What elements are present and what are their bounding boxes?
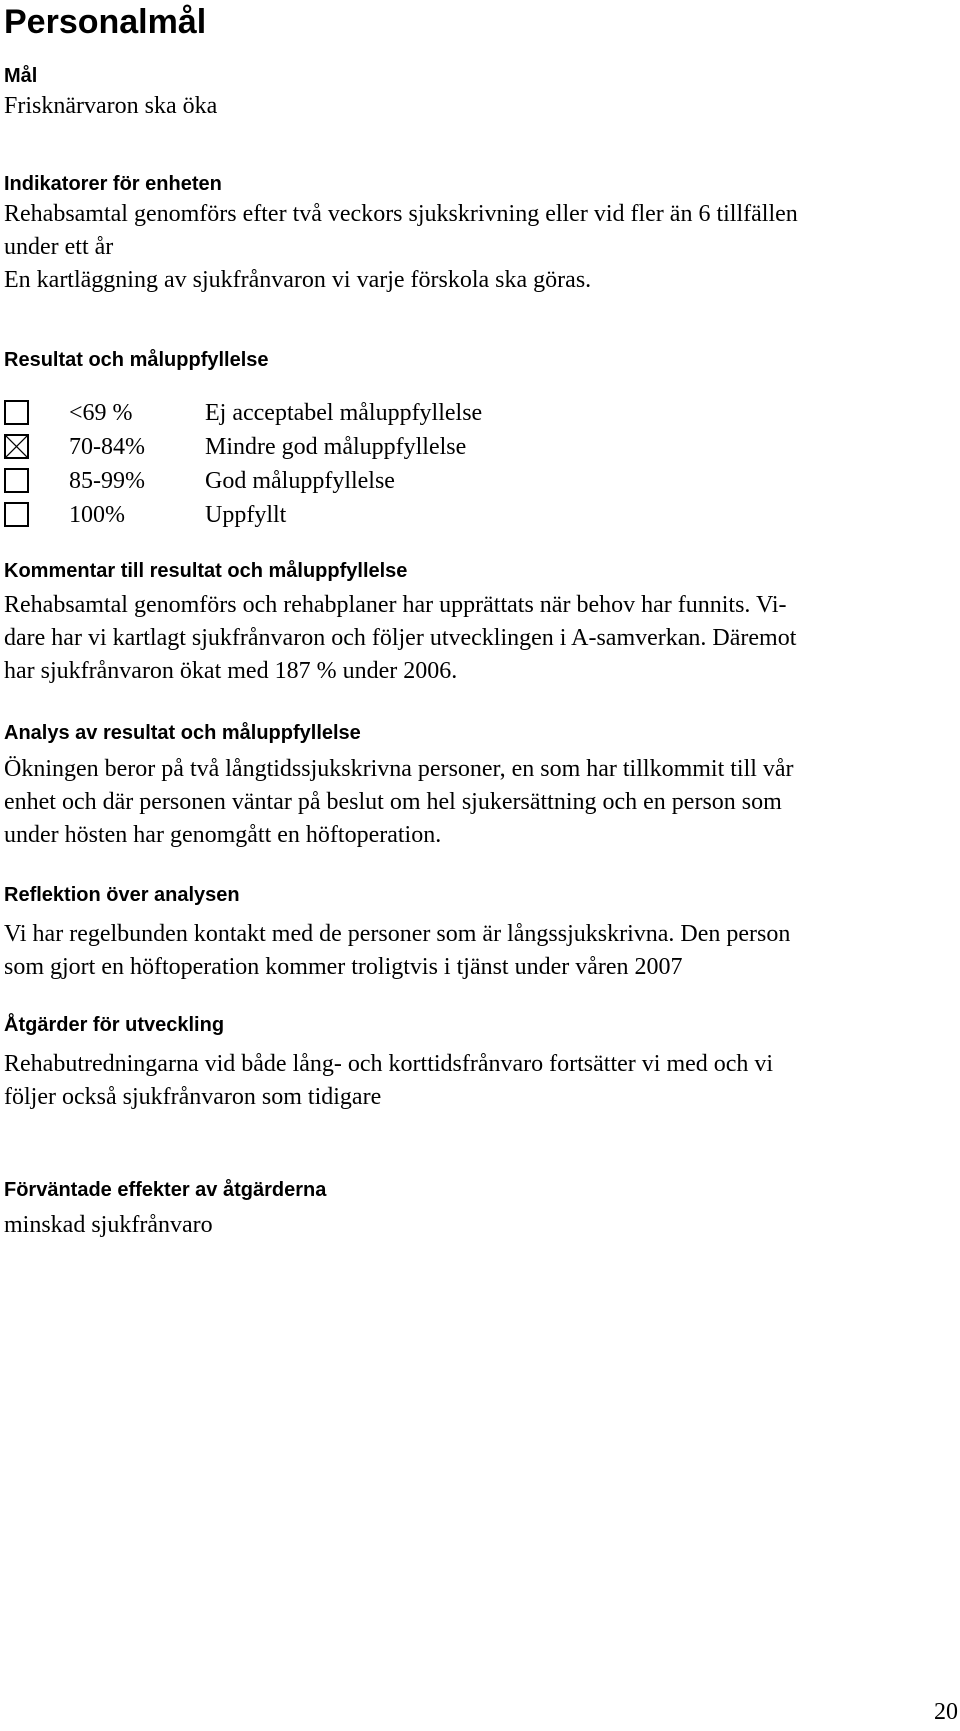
page-number: 20 [934, 1699, 958, 1725]
expected-heading: Förväntade effekter av åtgärderna [4, 1179, 327, 1201]
result-label: God måluppfyllelse [205, 468, 395, 494]
reflection-text [4, 918, 790, 984]
analysis-text [4, 753, 794, 852]
analysis-heading: Analys av resultat och måluppfyllelse [4, 722, 361, 744]
comment-heading: Kommentar till resultat och måluppfyllelse [4, 560, 408, 582]
comment-line: dare har vi kartlagt sjukfrånvaron och följer utvecklingen i A-samverkan. Däremot [4, 625, 797, 651]
actions-heading: Åtgärder för utveckling [4, 1014, 225, 1036]
reflection-line: Vi har regelbunden kontakt med de personer som är långssjukskrivna. Den person [4, 921, 791, 947]
indicators-line: En kartläggning av sjukfrånvaron vi varje förskola ska göras. [4, 267, 592, 293]
result-option [4, 466, 704, 500]
expected-text: minskad sjukfrånvaro [4, 1212, 213, 1238]
actions-line: följer också sjukfrånvaron som tidigare [4, 1084, 382, 1110]
result-option [4, 398, 704, 432]
checkbox-unchecked [4, 400, 29, 425]
indicators-line: under ett år [4, 234, 114, 260]
result-range: 70-84% [69, 434, 145, 460]
result-option [4, 500, 704, 534]
comment-line: Rehabsamtal genomförs och rehabplaner har upprättats när behov har funnits. Vi- [4, 592, 787, 618]
x-mark-icon [6, 436, 27, 457]
comment-text [4, 589, 796, 688]
result-label: Ej acceptabel måluppfyllelse [205, 400, 483, 426]
goal-text: Frisknärvaron ska öka [4, 93, 218, 119]
result-label: Uppfyllt [205, 502, 287, 528]
analysis-line: enhet och där personen väntar på beslut om hel sjukersättning och en person som [4, 789, 782, 815]
results-heading: Resultat och måluppfyllelse [4, 349, 269, 371]
reflection-heading: Reflektion över analysen [4, 884, 240, 906]
checkbox-unchecked [4, 468, 29, 493]
result-range: <69 % [69, 400, 133, 426]
indicators-heading: Indikatorer för enheten [4, 173, 222, 195]
checkbox-checked [4, 434, 29, 459]
actions-line: Rehabutredningarna vid både lång- och korttidsfrånvaro fortsätter vi med och vi [4, 1051, 774, 1077]
actions-text [4, 1048, 773, 1114]
result-option [4, 432, 704, 466]
result-range: 85-99% [69, 468, 145, 494]
reflection-line: som gjort en höftoperation kommer troligtvis i tjänst under våren 2007 [4, 954, 683, 980]
comment-line: har sjukfrånvaron ökat med 187 % under 2006. [4, 658, 458, 684]
result-range: 100% [69, 502, 125, 528]
analysis-line: Ökningen beror på två långtidssjukskrivna personer, en som har tillkommit till vår [4, 756, 794, 782]
result-label: Mindre god måluppfyllelse [205, 434, 467, 460]
indicators-line: Rehabsamtal genomförs efter två veckors sjukskrivning eller vid fler än 6 tillfällen [4, 201, 798, 227]
indicators-text [4, 198, 798, 297]
checkbox-unchecked [4, 502, 29, 527]
goal-heading: Mål [4, 65, 38, 87]
analysis-line: under hösten har genomgått en höftoperation. [4, 822, 442, 848]
page-title: Personalmål [4, 3, 207, 41]
